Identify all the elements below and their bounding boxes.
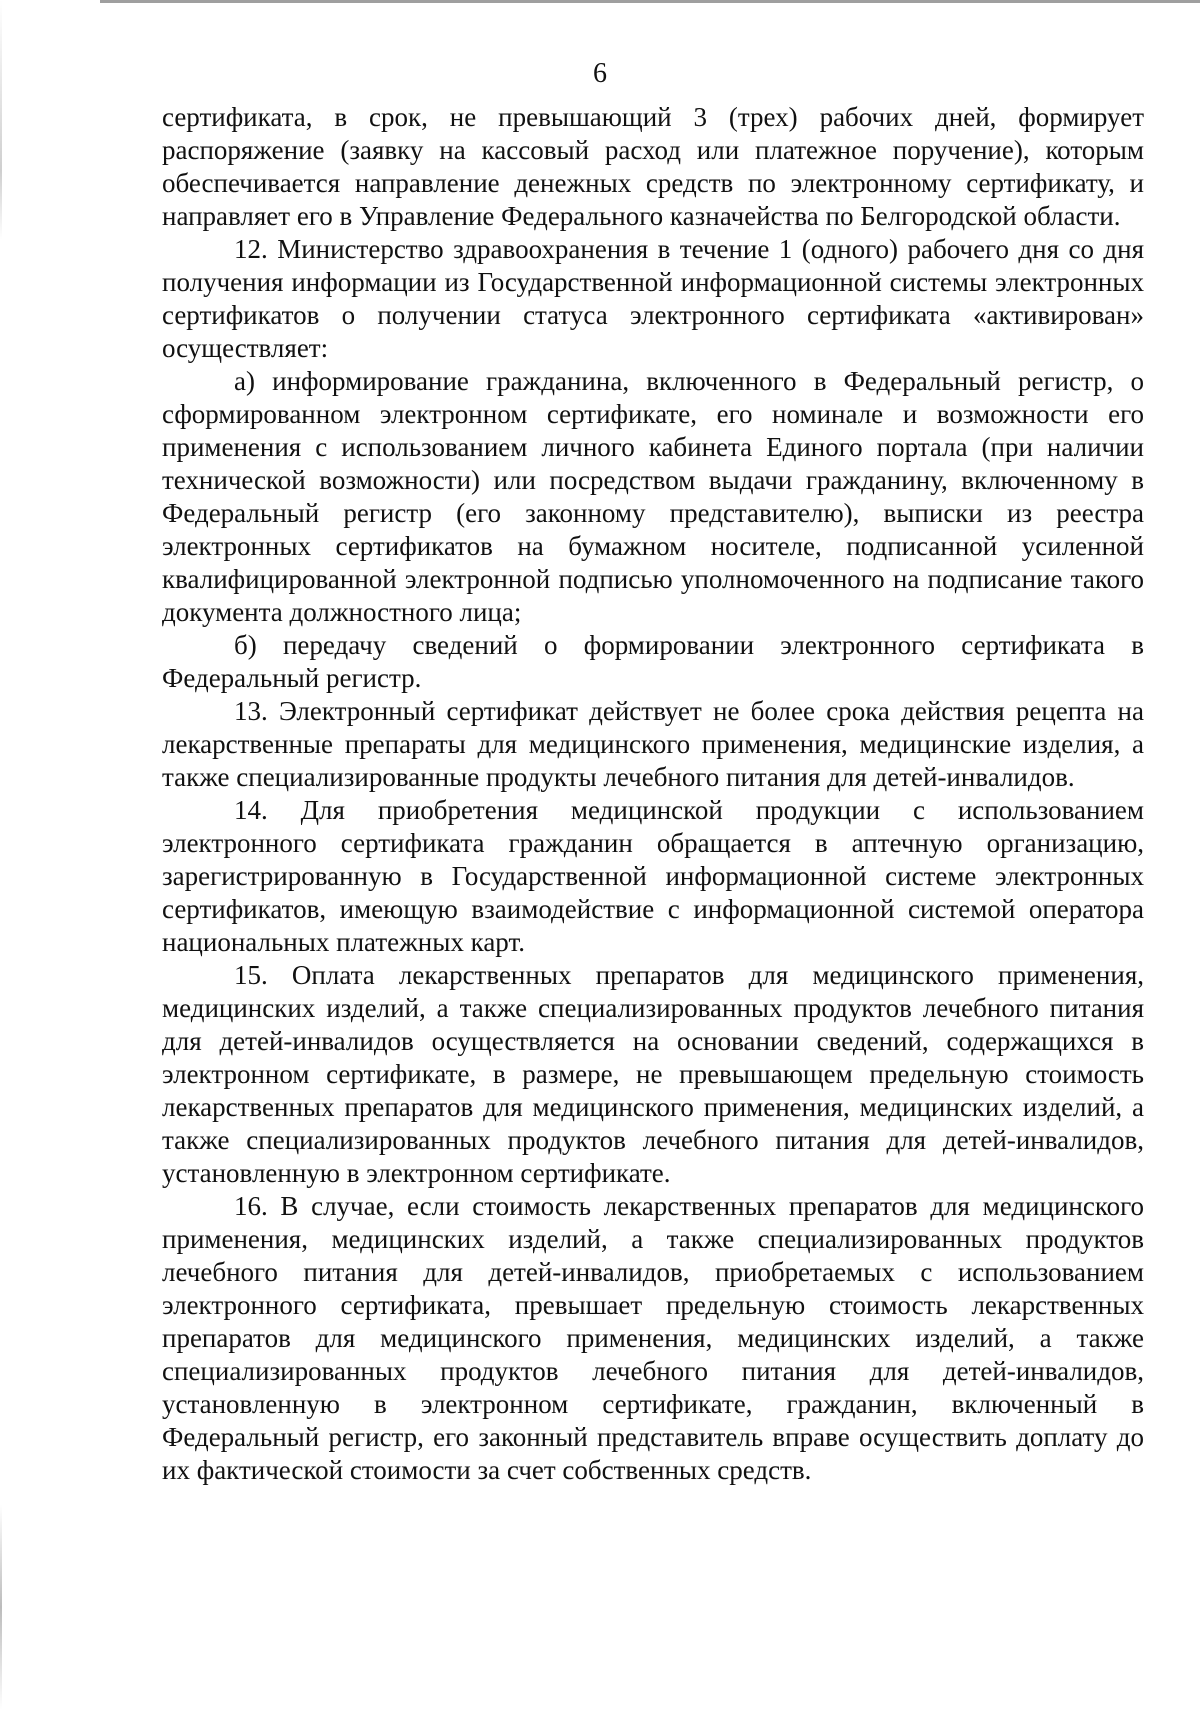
document-body: [162, 101, 1144, 1487]
scan-left-edge: [0, 0, 2, 1710]
paragraph-item-15: 15. Оплата лекарственных препаратов для медицинского применения, медицинских изделий, а также специализированных продуктов лечебного питания для детей-инвалидов осуществляется на основании сведений, содержащихся в электронном сертификате, в размере, не превышающем предельную стоимость лекарственных препаратов для медицинского применения, медицинских изделий, а также специализированных продуктов лечебного питания для детей-инвалидов, установленную в электронном сертификате.: [162, 960, 1144, 1188]
paragraph-item-12: 12. Министерство здравоохранения в течение 1 (одного) рабочего дня со дня получения информации из Государственной информационной системы электронных сертификатов о получении статуса электронного сертификата «активирован» осуществляет:: [162, 234, 1144, 363]
paragraph-subitem-a: а) информирование гражданина, включенного в Федеральный регистр, о сформированном электронном сертификате, его номинале и возможности его применения с использованием личного кабинета Единого портала (при наличии технической возможности) или посредством выдачи гражданину, включенному в Федеральный регистр (его законному представителю), выписки из реестра электронных сертификатов на бумажном носителе, подписанной усиленной квалифицированной электронной подписью уполномоченного на подписание такого документа должностного лица;: [162, 366, 1144, 627]
paragraph-item-14: 14. Для приобретения медицинской продукции с использованием электронного сертификата гражданин обращается в аптечную организацию, зарегистрированную в Государственной информационной системе электронных сертификатов, имеющую взаимодействие с информационной системой оператора национальных платежных карт.: [162, 795, 1144, 957]
paragraph-item-16: 16. В случае, если стоимость лекарственных препаратов для медицинского применения, медицинских изделий, а также специализированных продуктов лечебного питания для детей-инвалидов, приобретаемых с использованием электронного сертификата, превышает предельную стоимость лекарственных препаратов для медицинского применения, медицинских изделий, а также специализированных продуктов лечебного питания для детей-инвалидов, установленную в электронном сертификате, гражданин, включенный в Федеральный регистр, его законный представитель вправе осуществить доплату до их фактической стоимости за счет собственных средств.: [162, 1191, 1144, 1485]
page-number: 6: [593, 58, 607, 89]
paragraph-subitem-b: б) передачу сведений о формировании электронного сертификата в Федеральный регистр.: [162, 630, 1144, 693]
scan-top-edge: [100, 0, 1200, 3]
paragraph-continuation: сертификата, в срок, не превышающий 3 (трех) рабочих дней, формирует распоряжение (заявку на кассовый расход или платежное поручение), которым обеспечивается направление денежных средств по электронному сертификату, и направляет его в Управление Федерального казначейства по Белгородской области.: [162, 102, 1144, 231]
paragraph-item-13: 13. Электронный сертификат действует не более срока действия рецепта на лекарственные препараты для медицинского применения, медицинские изделия, а также специализированные продукты лечебного питания для детей-инвалидов.: [162, 696, 1144, 792]
